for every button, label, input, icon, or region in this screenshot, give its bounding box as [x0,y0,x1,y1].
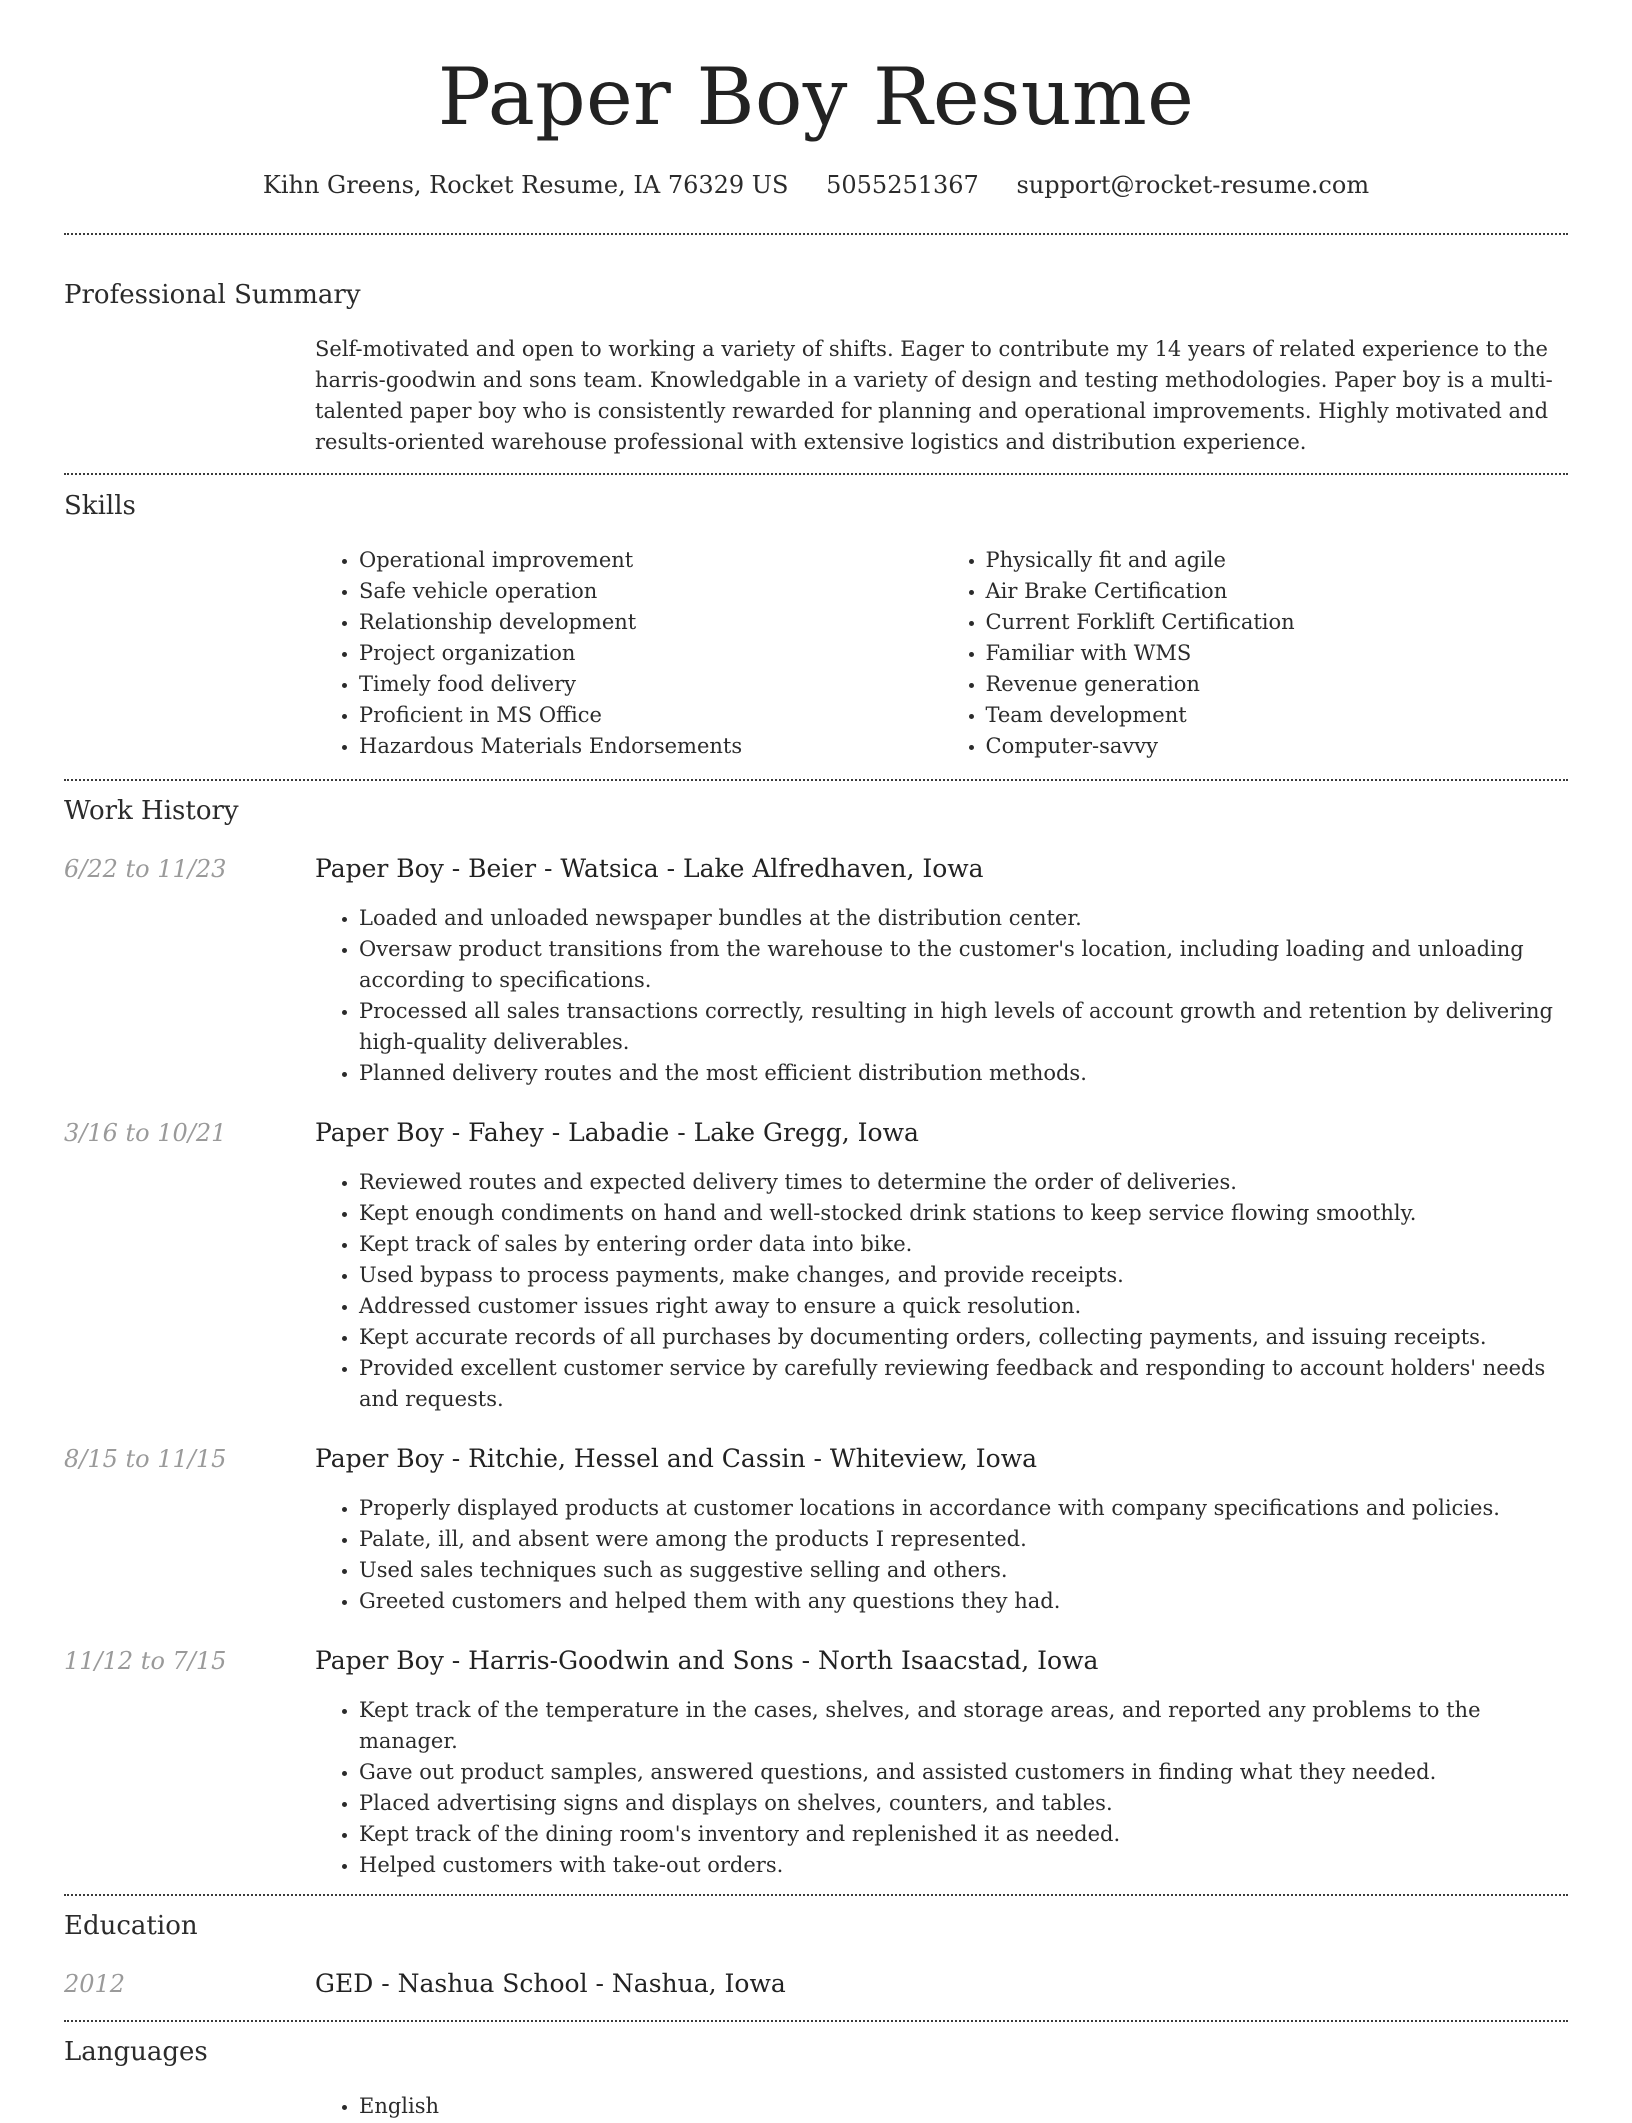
job-bullet: • Palate, ill, and absent were among the products I represented. [359,1524,1568,1555]
skill-item: • Safe vehicle operation [359,576,942,607]
contact-line [64,170,1568,199]
skill-item: • Current Forklift Certification [986,607,1569,638]
education-title: GED - Nashua School - Nashua, Iowa [315,1968,786,1998]
job-dates: 6/22 to 11/23 [64,854,227,883]
job-bullet: • Kept track of the temperature in the cases, shelves, and storage areas, and reported any problems to the manager. [359,1695,1568,1757]
job-bullet: • Kept track of the dining room's inventory and replenished it as needed. [359,1819,1568,1850]
skill-item: • Team development [986,700,1569,731]
skill-item: • Hazardous Materials Endorsements [359,731,942,762]
job-bullet: • Provided excellent customer service by carefully reviewing feedback and responding to account holders' needs and requests. [359,1353,1568,1415]
job-bullet: • Reviewed routes and expected delivery times to determine the order of deliveries. [359,1167,1568,1198]
contact-email: support@rocket-resume.com [1016,170,1370,199]
skills-list-right [942,545,1569,762]
section-title-languages: Languages [64,2036,208,2067]
job-bullet: • Kept track of sales by entering order data into bike. [359,1229,1568,1260]
skill-item: • Operational improvement [359,545,942,576]
job-entry [64,1443,1568,1617]
job-bullet: • Used bypass to process payments, make changes, and provide receipts. [359,1260,1568,1291]
section-title-skills: Skills [64,490,136,521]
section-title-summary: Professional Summary [64,279,361,310]
skill-item: • Air Brake Certification [986,576,1569,607]
job-bullets [315,1695,1568,1881]
education-dates: 2012 [64,1969,126,1998]
job-bullet: • Helped customers with take-out orders. [359,1850,1568,1881]
job-bullet: • Placed advertising signs and displays on shelves, counters, and tables. [359,1788,1568,1819]
job-bullet: • Oversaw product transitions from the warehouse to the customer's location, including loading and unloading according to specifications. [359,934,1568,996]
section-title-education: Education [64,1910,198,1941]
job-bullet: • Loaded and unloaded newspaper bundles at the distribution center. [359,903,1568,934]
job-bullet: • Gave out product samples, answered questions, and assisted customers in finding what they needed. [359,1757,1568,1788]
skill-item: • Timely food delivery [359,669,942,700]
job-entry [64,1645,1568,1881]
skills-section [64,475,1568,762]
job-bullet: • Addressed customer issues right away to ensure a quick resolution. [359,1291,1568,1322]
job-bullets [315,1493,1568,1617]
languages-section [64,2022,1568,2122]
skill-item: • Project organization [359,638,942,669]
job-bullets [315,1167,1568,1415]
job-bullet: • Processed all sales transactions correctly, resulting in high levels of account growth and retention by delivering high-quality deliverables. [359,996,1568,1058]
resume-name: Paper Boy Resume [437,51,1195,143]
skill-item: • Familiar with WMS [986,638,1569,669]
job-title: Paper Boy - Harris-Goodwin and Sons - North Isaacstad, Iowa [315,1645,1099,1675]
education-section [64,1896,1568,1996]
job-dates: 8/15 to 11/15 [64,1444,227,1473]
job-bullet: • Used sales techniques such as suggestive selling and others. [359,1555,1568,1586]
job-bullet: • Greeted customers and helped them with any questions they had. [359,1586,1568,1617]
skill-item: • Computer-savvy [986,731,1569,762]
skill-item: • Physically fit and agile [986,545,1569,576]
contact-address: Kihn Greens, Rocket Resume, IA 76329 US [262,170,789,199]
contact-phone: 5055251367 [826,170,979,199]
skills-list-left [315,545,942,762]
job-entry [64,1117,1568,1415]
job-bullets [315,903,1568,1089]
job-entry [64,853,1568,1089]
skill-item: • Relationship development [359,607,942,638]
job-dates: 3/16 to 10/21 [64,1118,227,1147]
job-bullet: • Kept enough condiments on hand and well-stocked drink stations to keep service flowing smoothly. [359,1198,1568,1229]
language-item: • English [359,2091,1568,2122]
education-entry [64,1968,1568,1998]
job-title: Paper Boy - Beier - Watsica - Lake Alfredhaven, Iowa [315,853,984,883]
job-dates: 11/12 to 7/15 [64,1646,227,1675]
languages-list [315,2091,1568,2122]
summary-text: Self-motivated and open to working a variety of shifts. Eager to contribute my 14 years of related experience to the harris-goodwin and sons team. Knowledgable in a variety of design and testing methodologies. Paper boy is a multi-talented paper boy who is consistently rewarded for planning and operational improvements. Highly motivated and results-oriented warehouse professional with extensive logistics and distribution experience. [315,336,1553,454]
section-title-work: Work History [64,795,239,826]
job-bullet: • Kept accurate records of all purchases by documenting orders, collecting payments, and issuing receipts. [359,1322,1568,1353]
job-bullet: • Planned delivery routes and the most efficient distribution methods. [359,1058,1568,1089]
job-title: Paper Boy - Ritchie, Hessel and Cassin - Whiteview, Iowa [315,1443,1038,1473]
job-title: Paper Boy - Fahey - Labadie - Lake Gregg, Iowa [315,1117,919,1147]
skill-item: • Revenue generation [986,669,1569,700]
summary-section [64,235,1568,458]
resume-page [64,0,1568,2122]
work-section [64,781,1568,1881]
job-bullet: • Properly displayed products at customer locations in accordance with company specifications and policies. [359,1493,1568,1524]
skill-item: • Proficient in MS Office [359,700,942,731]
